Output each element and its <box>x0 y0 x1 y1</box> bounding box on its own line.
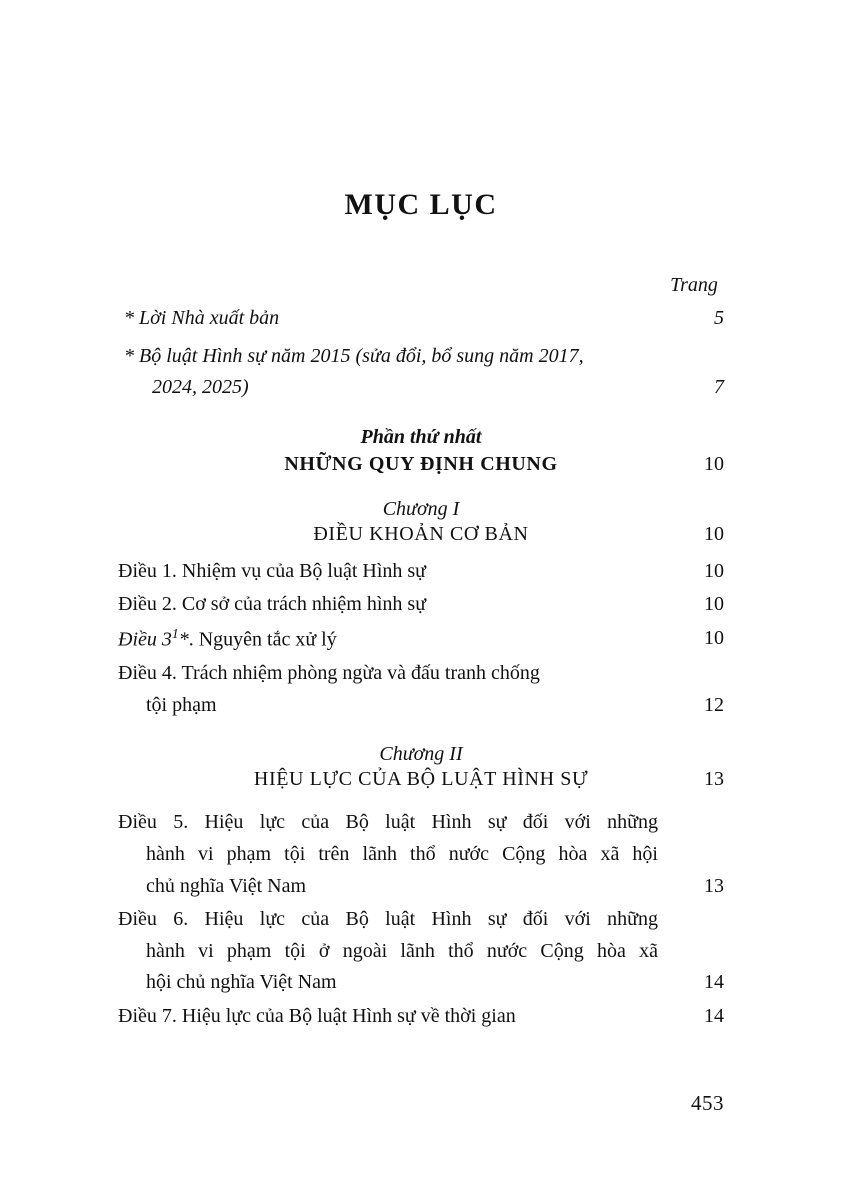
chapter-label-2: Chương II <box>379 743 463 766</box>
toc-entry-front-2[interactable] <box>118 341 724 404</box>
toc-entry-page: 14 <box>704 1004 724 1027</box>
toc-entry-article-4[interactable] <box>118 658 724 721</box>
toc-entry-text-line1: Điều 4. Trách nhiệm phòng ngừa và đấu tranh chống <box>118 662 540 685</box>
toc-entry-text: Điều 7. Hiệu lực của Bộ luật Hình sự về thời gian <box>118 1004 516 1027</box>
toc-entry-text <box>124 341 584 404</box>
toc-entry-page: 10 <box>704 626 724 649</box>
toc-entry-page: 10 <box>704 559 724 582</box>
spacer <box>118 546 724 554</box>
chapter-name-row-2[interactable] <box>118 768 724 791</box>
toc-entry-text <box>118 658 540 721</box>
toc-entry-text-line2: hành vi phạm tội trên lãnh thổ nước Cộng hòa xã hội <box>146 843 658 865</box>
toc-entry-text-line3: chủ nghĩa Việt Nam <box>146 874 307 897</box>
part-page: 10 <box>704 452 724 475</box>
page-column-header <box>118 274 724 297</box>
toc-entry-article-5[interactable] <box>118 807 724 902</box>
toc-entry-article-1[interactable] <box>118 556 724 588</box>
chapter-page: 10 <box>704 522 724 545</box>
page-title: MỤC LỤC <box>344 188 498 221</box>
page-column-label: Trang <box>670 274 718 296</box>
toc-entry-page: 13 <box>704 874 724 897</box>
toc-entry-text <box>118 904 658 999</box>
spacer <box>118 791 724 805</box>
toc-entry-text-line1: * Bộ luật Hình sự năm 2015 (sửa đổi, bổ sung năm 2017, <box>124 344 584 367</box>
chapter-name-row-1[interactable] <box>118 523 724 546</box>
toc-entry-text: Điều 2. Cơ sở của trách nhiệm hình sự <box>118 593 427 616</box>
toc-entry-page: 5 <box>714 307 724 329</box>
toc-entry-article-7[interactable] <box>118 1001 724 1033</box>
chapter-name: ĐIỀU KHOẢN CƠ BẢN <box>313 522 529 545</box>
part-name-row[interactable] <box>118 453 724 476</box>
toc-entry-article-6[interactable] <box>118 904 724 999</box>
toc-entry-front-1[interactable] <box>118 303 724 335</box>
chapter-name: HIỆU LỰC CỦA BỘ LUẬT HÌNH SỰ <box>253 768 589 791</box>
toc-entry-page: 7 <box>714 376 724 399</box>
toc-entry-page: 10 <box>704 593 724 616</box>
page-folio: 453 <box>691 1091 724 1115</box>
toc-entry-text-line1: Điều 5. Hiệu lực của Bộ luật Hình sự đối với những <box>118 811 658 834</box>
toc-entry-article-3[interactable] <box>118 623 724 656</box>
toc-entry-text: * Lời Nhà xuất bản <box>124 307 280 329</box>
toc-entry-text <box>118 623 337 656</box>
toc-entry-text-line3: hội chủ nghĩa Việt Nam <box>146 971 337 994</box>
toc-entry-text-line1: Điều 6. Hiệu lực của Bộ luật Hình sự đối với những <box>118 908 658 931</box>
chapter-label-1: Chương I <box>382 497 460 520</box>
toc-entry-text-superscript: 1 <box>171 625 179 641</box>
chapter-page: 13 <box>704 768 724 791</box>
part-name: NHỮNG QUY ĐỊNH CHUNG <box>284 452 558 475</box>
toc-entry-text-line2: 2024, 2025) <box>152 376 249 399</box>
toc-entry-text-prefix: Điều 3 <box>118 628 172 651</box>
toc-entry-text-rest: . Nguyên tắc xử lý <box>188 628 337 651</box>
toc-entry-text-line2: hành vi phạm tội ở ngoài lãnh thổ nước Cộng hòa xã <box>146 939 658 962</box>
part-label: Phần thứ nhất <box>360 425 482 448</box>
toc-entry-text-line2: tội phạm <box>146 693 217 716</box>
toc-entry-page: 12 <box>704 693 724 716</box>
toc-entry-text <box>118 807 658 902</box>
toc-entry-text: Điều 1. Nhiệm vụ của Bộ luật Hình sự <box>118 559 427 582</box>
toc-entry-text-marker: * <box>178 628 189 651</box>
toc-entry-article-2[interactable] <box>118 589 724 621</box>
toc-entry-page: 14 <box>704 971 724 994</box>
